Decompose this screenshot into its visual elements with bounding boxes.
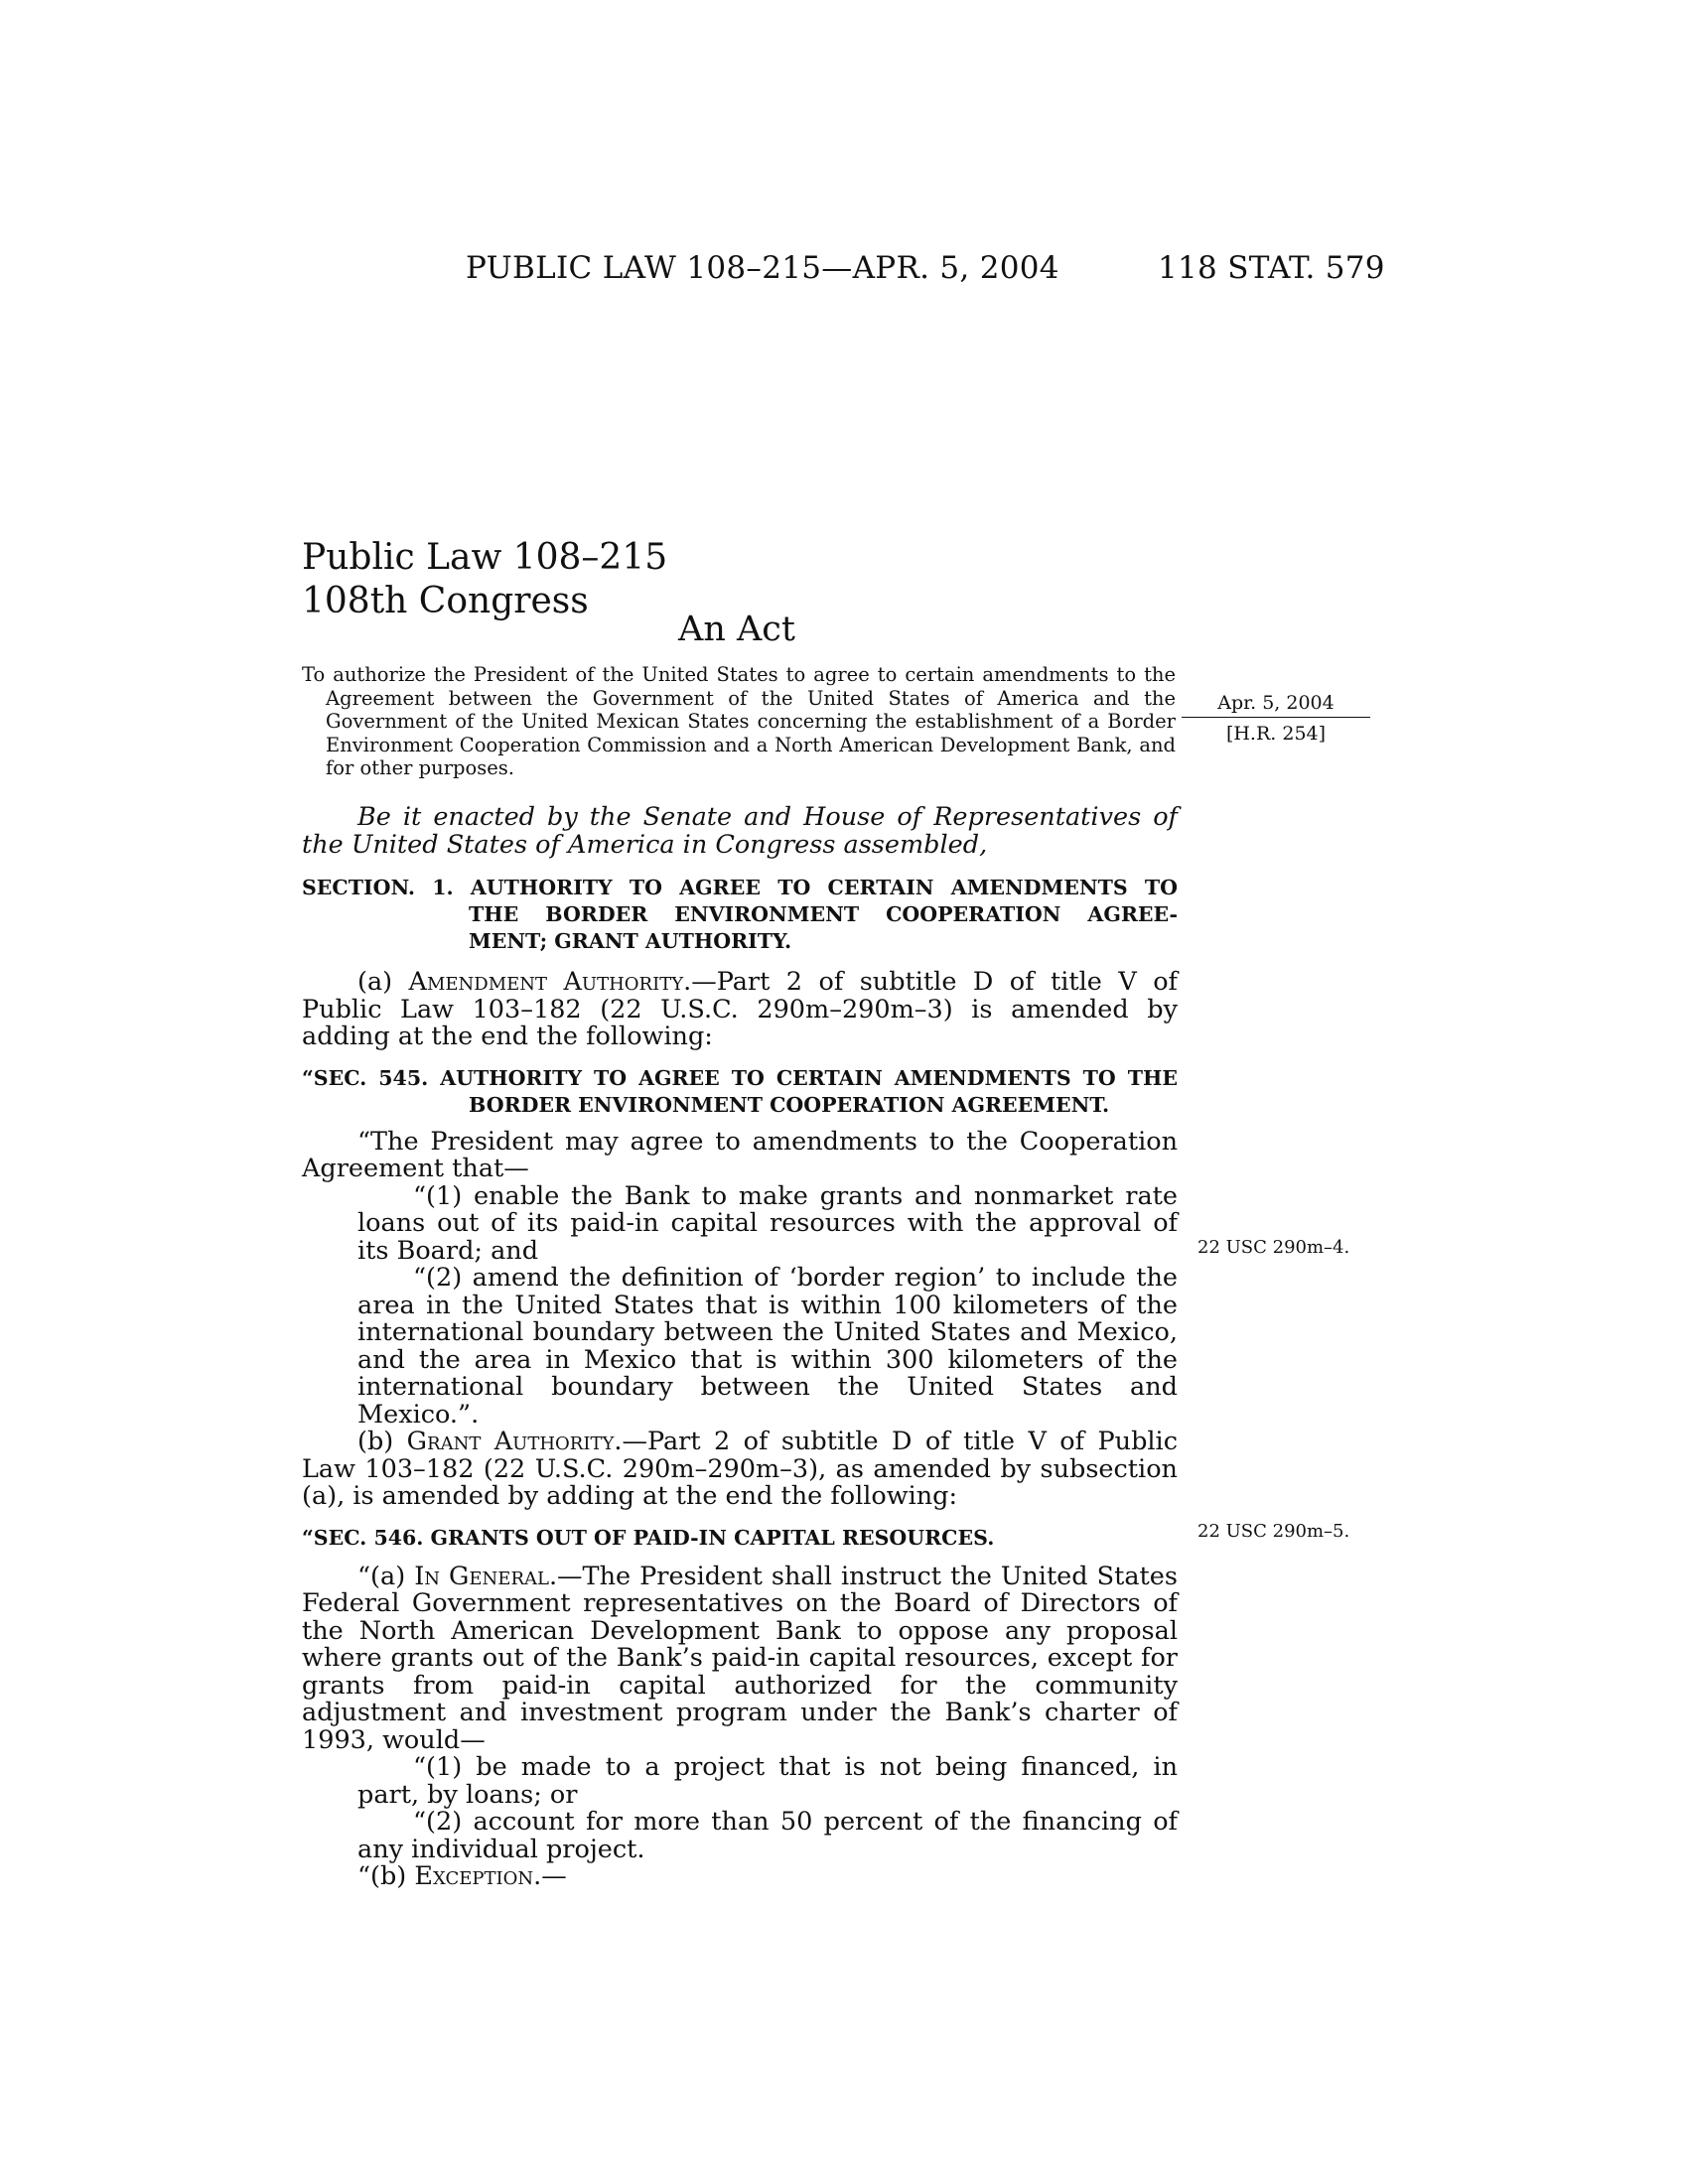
congress-number: 108th Congress xyxy=(302,581,589,621)
page-number: 118 STAT. 579 xyxy=(1158,250,1385,286)
subsection-a-caption: Amendment Authority xyxy=(408,967,684,997)
sec-546-a-caption: In General xyxy=(414,1561,549,1591)
law-number: Public Law 108–215 xyxy=(302,537,668,578)
running-header: PUBLIC LAW 108–215—APR. 5, 2004 xyxy=(466,250,1059,286)
sec-545-intro: “The President may agree to amendments to the Cooperation Agreement that— xyxy=(302,1126,1178,1183)
sec-545-heading-line1: “SEC. 545. AUTHORITY TO AGREE TO CERTAIN AMENDMENTS TO THE xyxy=(302,1065,1178,1090)
subsection-b-text: .—Part 2 of subtitle D of title V of Public Law 103–182 (22 U.S.C. 290m–290m–3), as amended by subsection (a), is amended by adding at the end the following: xyxy=(302,1427,1178,1511)
subsection-b-label: (b) xyxy=(357,1427,407,1456)
subsection-b-caption: Grant Authority xyxy=(406,1427,615,1456)
sec-546-subsection-b xyxy=(302,1863,1178,1891)
sec-546-b-caption: Exception xyxy=(414,1861,534,1891)
purpose-statement xyxy=(302,663,1176,780)
sec-546-heading xyxy=(302,1525,1178,1552)
subsection-a xyxy=(302,969,1178,1051)
sec-546-a-text: .—The President shall instruct the United States Federal Government representatives on the Board of Directors of the North American Development Bank to oppose any proposal where grants out of the Bank’s paid-in capital resources, except for grants from paid-in capital authorized for the community adjustment and investment program under the Bank’s charter of 1993, would— xyxy=(302,1561,1178,1755)
enactment-date: Apr. 5, 2004 xyxy=(1182,691,1370,718)
bill-number: [H.R. 254] xyxy=(1225,723,1327,745)
subsection-a-label: (a) xyxy=(357,967,409,997)
purpose-text: To authorize the President of the United States to agree to certain amendments to the Agreement between the Government of the United States of America and the Government of the United Mexican States concerning the establishment of a Border Environment Cooperation Commission and a North American Development Bank, and for other purposes. xyxy=(302,663,1176,779)
sec-545-heading-line2: BORDER ENVIRONMENT COOPERATION AGREEMENT. xyxy=(469,1092,1110,1117)
sec-545-item-1: “(1) enable the Bank to make grants and nonmarket rate loans out of its paid-in capital resources with the approval of its Board; and xyxy=(357,1180,1178,1266)
margin-citation-290m-5: 22 USC 290m–5. xyxy=(1197,1521,1350,1542)
subsection-b xyxy=(302,1429,1178,1511)
sec-546-item-1: “(1) be made to a project that is not being financed, in part, by loans; or xyxy=(357,1752,1178,1810)
sec-546-heading-text: “SEC. 546. GRANTS OUT OF PAID-IN CAPITAL RESOURCES. xyxy=(302,1525,995,1550)
margin-citation-290m-4: 22 USC 290m–4. xyxy=(1197,1237,1350,1258)
section-1-heading xyxy=(302,875,1178,955)
an-act-heading: An Act xyxy=(678,610,795,649)
section-1-heading-line1: SECTION. 1. AUTHORITY TO AGREE TO CERTAIN AMENDMENTS TO xyxy=(302,876,1178,899)
enacting-clause: Be it enacted by the Senate and House of Representatives of the United States of America in Congress assembled, xyxy=(302,802,1178,860)
sec-546-b-label: “(b) xyxy=(357,1861,415,1891)
sec-546-subsection-a xyxy=(302,1561,1178,1755)
sec-546-a-label: “(a) xyxy=(357,1561,415,1591)
section-1-heading-line3: MENT; GRANT AUTHORITY. xyxy=(469,929,792,953)
subsection-a-text: .—Part 2 of subtitle D of title V of Public Law 103–182 (22 U.S.C. 290m–290m–3) is amended by adding at the end the following: xyxy=(302,967,1178,1051)
sec-546-b-text: .— xyxy=(533,1861,567,1891)
sec-546-item-2: “(2) account for more than 50 percent of the financing of any individual project. xyxy=(357,1807,1178,1864)
sec-545-item-2: “(2) amend the definition of ‘border region’ to include the area in the United States that is within 100 kilometers of the international boundary between the United States and Mexico, and the area in Mexico that is within 300 kilometers of the international boundary between the United States and Mexico.”. xyxy=(357,1263,1178,1430)
section-1-heading-line2: THE BORDER ENVIRONMENT COOPERATION AGREE- xyxy=(469,902,1178,926)
sec-545-heading xyxy=(302,1065,1178,1119)
law-body xyxy=(302,804,1178,1891)
enactment-sidenote xyxy=(1182,691,1370,746)
